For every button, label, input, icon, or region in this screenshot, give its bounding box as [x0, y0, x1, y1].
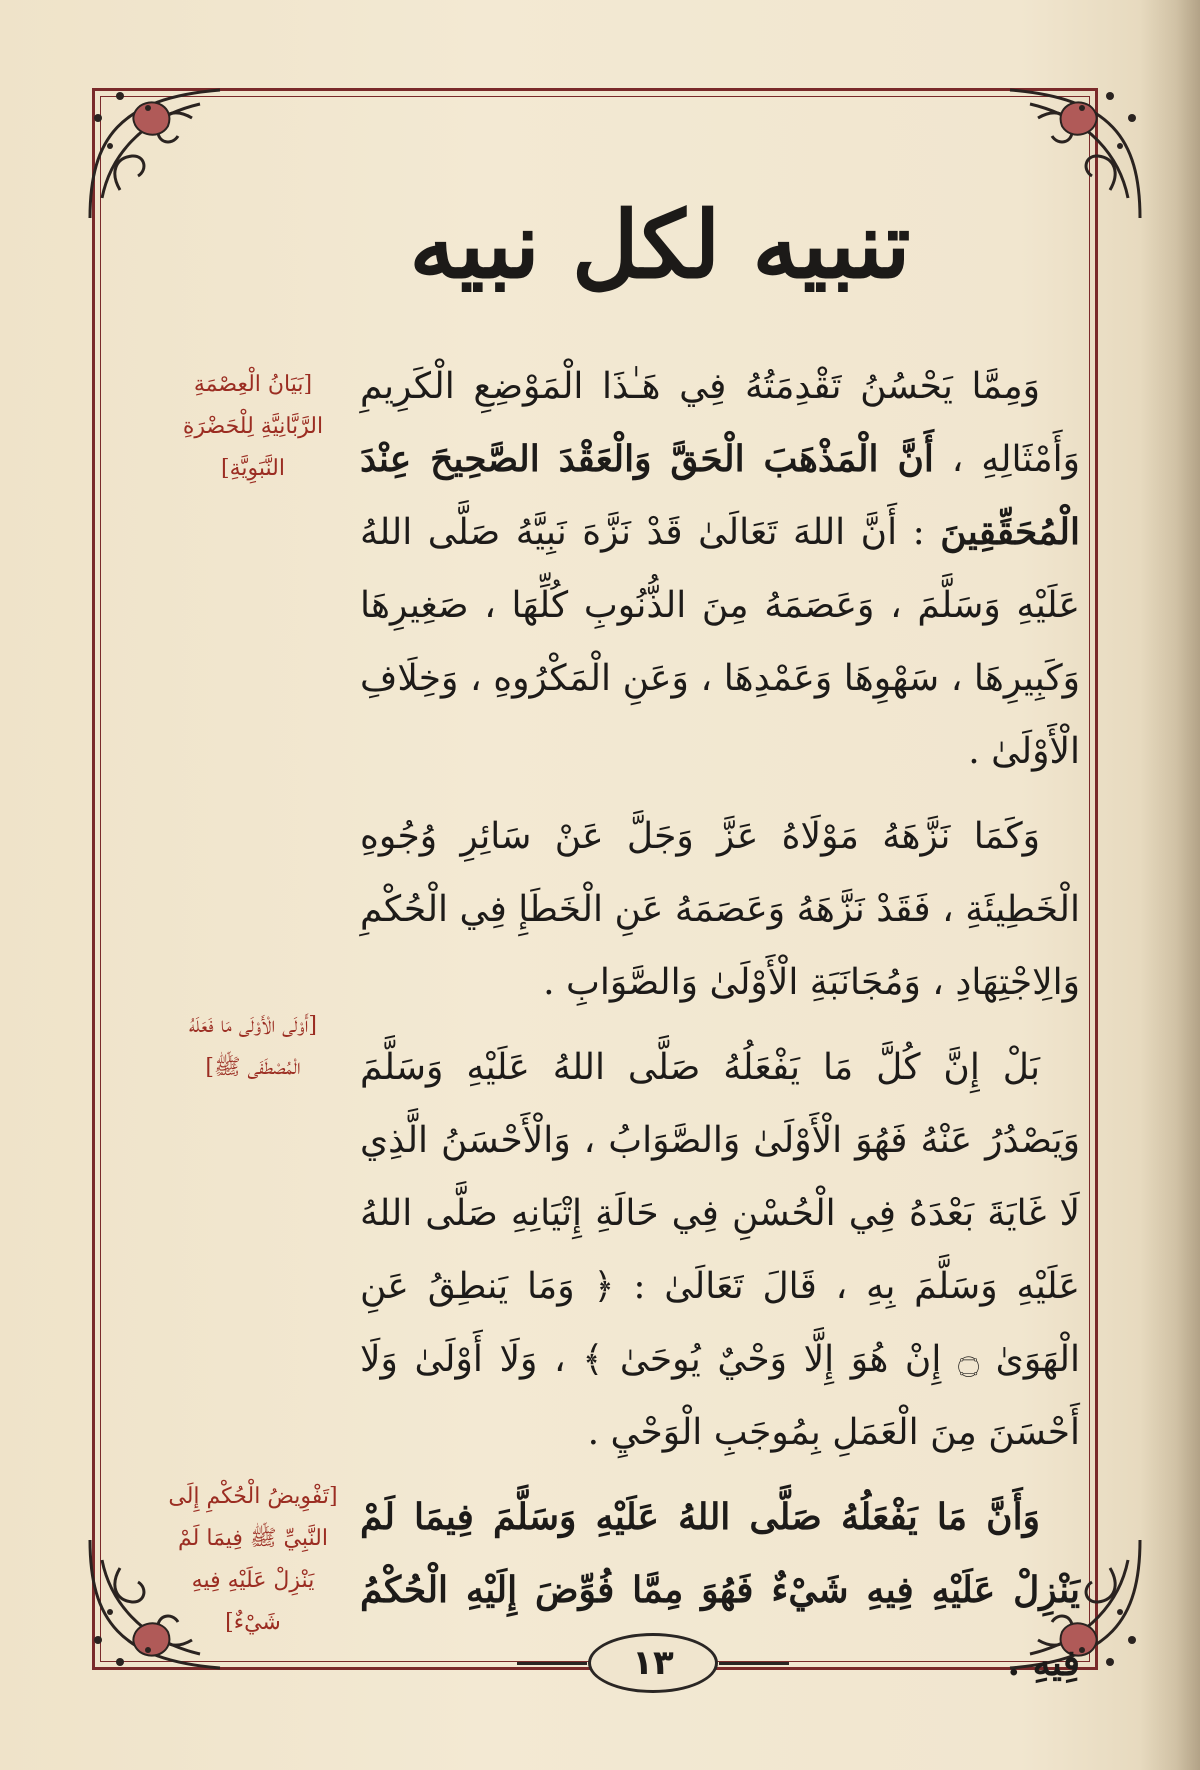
margin-note: [تَفْوِيضُ الْحُكْمِ إِلَى النَّبِيِّ ﷺ فِيمَا لَمْ يَنْزِلْ عَلَيْهِ فِيهِ شَيْءٌ]: [168, 1484, 338, 1635]
margin-note: [بَيَانُ الْعِصْمَةِ الرَّبَّانِيَّةِ لِلْحَضْرَةِ النَّبَوِيَّةِ]: [182, 372, 324, 481]
paragraph-bold-text: أَنَّ الْمَذْهَبَ الْحَقَّ وَالْعَقْدَ الصَّحِيحَ عِنْدَ الْمُحَقِّقِينَ: [360, 438, 1081, 553]
paragraph-text: : أَنَّ اللهَ تَعَالَىٰ قَدْ نَزَّهَ نَبِيَّهُ صَلَّى اللهُ عَلَيْهِ وَسَلَّمَ ، وَعَصَمَهُ مِنَ الذُّنُوبِ كُلِّهَا ، صَغِيرِهَا وَكَبِيرِهَا ، سَهْوِهَا وَعَمْدِهَا ، وَعَنِ الْمَكْرُوهِ ، وَخِلَافِ الْأَوْلَىٰ .: [360, 512, 1080, 772]
main-text-body: [360, 350, 1080, 1700]
page-title: تنبيه لكل نبيه: [409, 191, 911, 299]
paragraph: وَكَمَا نَزَّهَهُ مَوْلَاهُ عَزَّ وَجَلَّ عَنْ سَائِرِ وُجُوهِ الْخَطِيئَةِ ، فَقَدْ نَزَّهَهُ وَعَصَمَهُ عَنِ الْخَطَإِ فِي الْحُكْمِ وَالِاجْتِهَادِ ، وَمُجَانَبَةِ الْأَوْلَىٰ وَالصَّوَابِ .: [360, 816, 1080, 1003]
paragraph: [360, 350, 1080, 788]
corner-ornament-icon: [80, 78, 230, 228]
page-spine-shadow: [1140, 0, 1200, 1770]
corner-ornament-icon: [1000, 78, 1150, 228]
paragraph: وَأَنَّ مَا يَفْعَلُهُ صَلَّى اللهُ عَلَيْهِ وَسَلَّمَ فِيمَا لَمْ يَنْزِلْ عَلَيْهِ فِيهِ شَيْءٌ فَهُوَ مِمَّا فُوِّضَ إِلَيْهِ الْحُكْمُ فِيهِ .: [360, 1496, 1080, 1684]
page-number: ١٣: [588, 1633, 718, 1693]
paragraph-text: وَمِمَّا يَحْسُنُ تَقْدِمَتُهُ فِي هَـٰذَا الْمَوْضِعِ الْكَرِيمِ وَأَمْثَالِهِ ،: [360, 366, 1081, 480]
margin-note: [أَوْلَى الْأَوْلَى مَا فَعَلَهُ الْمُصْطَفَى ﷺ]: [188, 1013, 318, 1080]
paragraph: بَلْ إِنَّ كُلَّ مَا يَفْعَلُهُ صَلَّى اللهُ عَلَيْهِ وَسَلَّمَ وَيَصْدُرُ عَنْهُ فَهُوَ الْأَوْلَىٰ وَالصَّوَابُ ، وَالْأَحْسَنُ الَّذِي لَا غَايَةَ بَعْدَهُ فِي الْحُسْنِ فِي حَالَةِ إِتْيَانِهِ صَلَّى اللهُ عَلَيْهِ وَسَلَّمَ بِهِ ، قَالَ تَعَالَىٰ : ﴿ وَمَا يَنطِقُ عَنِ الْهَوَىٰ ۝ إِنْ هُوَ إِلَّا وَحْيٌ يُوحَىٰ ﴾ ، وَلَا أَوْلَىٰ وَلَا أَحْسَنَ مِنَ الْعَمَلِ بِمُوجَبِ الْوَحْيِ .: [360, 1047, 1080, 1453]
